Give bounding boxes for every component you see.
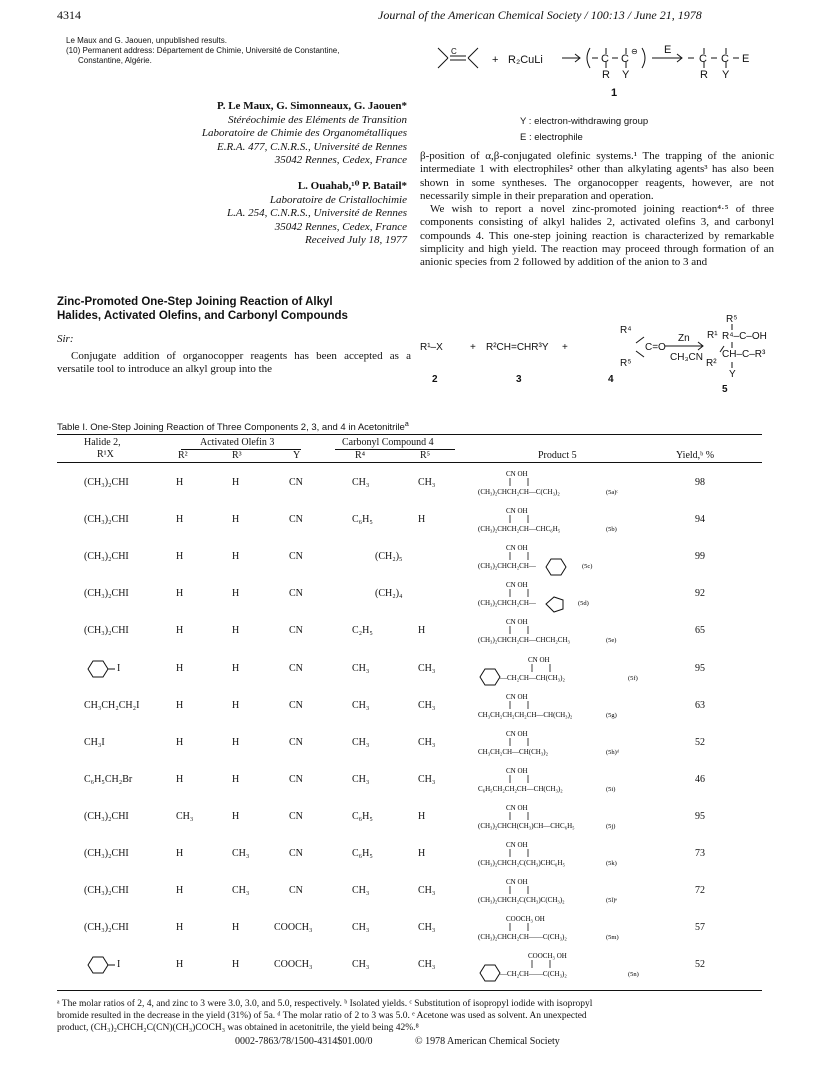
r2-cell: H bbox=[176, 885, 184, 896]
svg-text:+: + bbox=[492, 54, 499, 66]
r4-cell: CH₃ bbox=[352, 922, 370, 933]
affiliation-line: Laboratoire de Chimie des Organométalliques bbox=[201, 127, 407, 139]
carbonyl-group-rule bbox=[335, 449, 455, 450]
product-label: (5e) bbox=[606, 637, 617, 644]
scheme2-product-r5: R⁵ bbox=[726, 314, 738, 325]
scheme1-olefin-c: C bbox=[451, 47, 457, 56]
r4-cell: C₆H₅ bbox=[352, 848, 373, 859]
scheme2-product-r2: R² bbox=[706, 358, 717, 369]
r3-cell: H bbox=[232, 959, 240, 970]
product-substituents: CN OH bbox=[506, 507, 528, 515]
product-formula: (CH₃)₂CHCH₂C(CH₃)CHC₆H₅ bbox=[478, 859, 565, 867]
col-header-r1x: R¹X bbox=[97, 449, 114, 460]
yield-cell: 57 bbox=[695, 922, 705, 933]
r5-cell: CH₃ bbox=[418, 663, 436, 674]
r5-cell: H bbox=[418, 811, 426, 822]
intermediate-c1: C bbox=[601, 53, 609, 65]
label-5: 5 bbox=[722, 384, 728, 395]
r4-cell: CH₃ bbox=[352, 663, 370, 674]
halide-cell: (CH₃)₂CHI bbox=[84, 477, 129, 488]
col-header-r2: R² bbox=[178, 450, 188, 461]
intro-text: Conjugate addition of organocopper reagents has been accepted as a versatile tool to introduce an alkyl group into the bbox=[57, 350, 411, 376]
yield-cell: 65 bbox=[695, 625, 705, 636]
svg-text:+: + bbox=[562, 342, 568, 353]
product-substituents: CN OH bbox=[506, 841, 528, 849]
r2-cell: H bbox=[176, 959, 184, 970]
product-substituents: COOCH₃ OH bbox=[506, 915, 545, 923]
scheme2-solvent: CH₃CN bbox=[670, 352, 703, 363]
halide-cell: I bbox=[117, 959, 121, 970]
col-header-r5: R⁵ bbox=[420, 450, 431, 461]
product-substituents: CN OH bbox=[506, 693, 528, 701]
r3-cell: H bbox=[232, 700, 240, 711]
note-line: ᵃ The molar ratios of 2, 4, and zinc to 3 were 3.0, 3.0, and 5.0, respectively. ᵇ Isolated yields. ᶜ Substitution of isopropyl iodide with isopropyl bbox=[57, 999, 593, 1009]
halide-cell: CH₃I bbox=[84, 737, 105, 748]
author-block-2 bbox=[227, 180, 407, 248]
r2-cell: H bbox=[176, 848, 184, 859]
received-date: Received July 18, 1977 bbox=[304, 234, 407, 246]
yield-cell: 63 bbox=[695, 700, 705, 711]
r2-cell: H bbox=[176, 514, 184, 525]
title-line: Halides, Activated Olefins, and Carbonyl Compounds bbox=[57, 310, 348, 322]
product-label: (5m) bbox=[606, 934, 619, 941]
group-header-olefin: Activated Olefin 3 bbox=[200, 437, 275, 448]
yield-cell: 99 bbox=[695, 551, 705, 562]
footnote-10: (10) Permanent address: Département de Chimie, Université de Constantine, bbox=[66, 46, 340, 55]
table-notes bbox=[57, 998, 762, 1034]
y-cell: CN bbox=[289, 811, 303, 822]
y-cell: COOCH₃ bbox=[274, 959, 313, 970]
r2-cell: H bbox=[176, 477, 184, 488]
affiliation-line: 35042 Rennes, Cedex, France bbox=[274, 220, 407, 233]
product-label: (5d) bbox=[578, 600, 589, 607]
scheme2-r4: R⁴ bbox=[620, 325, 632, 336]
article-code: 0002-7863/78/1500-4314$01.00/0 bbox=[235, 1036, 373, 1047]
product-label: (5i) bbox=[606, 786, 616, 793]
scheme2-r5: R⁵ bbox=[620, 358, 632, 369]
scheme2-product-r1: R¹ bbox=[707, 330, 718, 341]
halide-cell: (CH₃)₂CHI bbox=[84, 551, 129, 562]
label-3: 3 bbox=[516, 374, 522, 385]
yield-cell: 52 bbox=[695, 959, 705, 970]
product-formula: CH₃CH₂CH₂CH₂CH—CH(CH₃)₂ bbox=[478, 711, 573, 719]
author-names: P. Le Maux, G. Simonneaux, G. Jaouen* bbox=[217, 100, 407, 112]
cyclohexyl-ring-icon bbox=[84, 955, 144, 975]
product-formula: —CH₂CH——C(CH₃)₂ bbox=[500, 970, 567, 978]
r3-cell: H bbox=[232, 663, 240, 674]
halide-cell: (CH₃)₂CHI bbox=[84, 922, 129, 933]
r3-cell: H bbox=[232, 477, 240, 488]
scheme2-product-y: Y bbox=[729, 369, 736, 380]
product-structure bbox=[478, 800, 678, 836]
product-substituents: CN OH bbox=[506, 581, 528, 589]
r45-cell: (CH₂)₅ bbox=[375, 551, 403, 562]
group-header-carbonyl: Carbonyl Compound 4 bbox=[342, 437, 434, 448]
y-cell: CN bbox=[289, 848, 303, 859]
r5-cell: CH₃ bbox=[418, 959, 436, 970]
scheme2-zn: Zn bbox=[678, 333, 690, 344]
intermediate-r: R bbox=[602, 69, 610, 81]
product-structure bbox=[478, 503, 678, 539]
y-cell: COOCH₃ bbox=[274, 922, 313, 933]
copyright: © 1978 American Chemical Society bbox=[415, 1036, 560, 1047]
halide-cell: (CH₃)₂CHI bbox=[84, 514, 129, 525]
product-label: (5l)ᵉ bbox=[606, 897, 618, 904]
product-c1: C bbox=[699, 53, 707, 65]
y-cell: CN bbox=[289, 551, 303, 562]
product-structure bbox=[478, 540, 678, 576]
product-structure bbox=[478, 614, 678, 650]
y-cell: CN bbox=[289, 737, 303, 748]
article-title bbox=[57, 295, 417, 323]
r4-cell: C₂H₅ bbox=[352, 625, 373, 636]
affiliation-line: 35042 Rennes, Cedex, France bbox=[274, 154, 407, 166]
product-substituents: COOCH₃ OH bbox=[528, 952, 567, 960]
product-substituents: CN OH bbox=[506, 767, 528, 775]
product-formula: —CH₂CH—CH(CH₃)₂ bbox=[500, 674, 565, 682]
right-column-text bbox=[420, 150, 774, 270]
product-formula: (CH₃)₂CHCH₂CH——C(CH₃)₂ bbox=[478, 933, 567, 941]
y-cell: CN bbox=[289, 663, 303, 674]
y-cell: CN bbox=[289, 774, 303, 785]
product-substituents: CN OH bbox=[506, 730, 528, 738]
table-bottom-rule bbox=[57, 990, 762, 991]
footnote-10-cont: Constantine, Algérie. bbox=[78, 56, 152, 65]
reaction-scheme-2 bbox=[420, 310, 780, 410]
r3-cell: H bbox=[232, 811, 240, 822]
r3-cell: H bbox=[232, 922, 240, 933]
col-header-r3: R³ bbox=[232, 450, 242, 461]
product-r: R bbox=[700, 69, 708, 81]
table-caption-mark: a bbox=[404, 421, 409, 428]
product-label: (5n) bbox=[628, 971, 639, 978]
cyclohexyl-ring-icon bbox=[84, 659, 144, 679]
affiliation-line: Laboratoire de Cristallochimie bbox=[269, 193, 407, 206]
yield-cell: 94 bbox=[695, 514, 705, 525]
affiliation-line: Stéréochimie des Eléments de Transition bbox=[227, 113, 407, 126]
arrow-electrophile: E bbox=[664, 44, 672, 56]
yield-cell: 73 bbox=[695, 848, 705, 859]
halide-cell: (CH₃)₂CHI bbox=[84, 811, 129, 822]
product-formula: (CH₃)₂CHCH₂CH— bbox=[478, 562, 536, 570]
product-e: E bbox=[742, 53, 750, 65]
product-formula: (CH₃)₂CHCH₂C(CH₃)C(CH₃)₂ bbox=[478, 896, 565, 904]
halide-cell: C₆H₅CH₂Br bbox=[84, 774, 133, 785]
yield-cell: 72 bbox=[695, 885, 705, 896]
r4-cell: C₆H₅ bbox=[352, 811, 373, 822]
product-c2: C bbox=[721, 53, 729, 65]
product-substituents: CN OH bbox=[506, 618, 528, 626]
product-substituents: CN OH bbox=[506, 804, 528, 812]
r4-cell: CH₃ bbox=[352, 737, 370, 748]
product-formula: CH₃CH₂CH—CH(CH₃)₂ bbox=[478, 748, 549, 756]
compound-1-label: 1 bbox=[611, 87, 618, 99]
title-line: Zinc-Promoted One-Step Joining Reaction of Alkyl bbox=[57, 296, 333, 308]
r45-cell: (CH₂)₄ bbox=[375, 588, 403, 599]
svg-text:⊖: ⊖ bbox=[631, 47, 638, 56]
r2-cell: H bbox=[176, 625, 184, 636]
yield-cell: 95 bbox=[695, 811, 705, 822]
col-header-product: Product 5 bbox=[538, 450, 577, 461]
author-block-1 bbox=[202, 100, 407, 168]
product-label: (5f) bbox=[628, 675, 638, 682]
r5-cell: H bbox=[418, 625, 426, 636]
product-structure bbox=[478, 763, 678, 799]
intermediate-c2: C bbox=[621, 53, 629, 65]
r3-cell: H bbox=[232, 774, 240, 785]
r3-cell: H bbox=[232, 737, 240, 748]
table-caption-text: Table I. One-Step Joining Reaction of Three Components 2, 3, and 4 in Acetonitrile bbox=[57, 422, 405, 434]
table-caption bbox=[57, 421, 409, 433]
product-substituents: CN OH bbox=[506, 544, 528, 552]
y-cell: CN bbox=[289, 514, 303, 525]
footnote-9: Le Maux and G. Jaouen, unpublished results. bbox=[66, 36, 227, 45]
r5-cell: H bbox=[418, 514, 426, 525]
halide-cell: (CH₃)₂CHI bbox=[84, 588, 129, 599]
footnotes bbox=[66, 36, 411, 66]
product-substituents: CN OH bbox=[506, 878, 528, 886]
page-number: 4314 bbox=[57, 8, 81, 22]
product-structure bbox=[478, 577, 678, 613]
col-header-y: Y bbox=[293, 450, 301, 461]
r3-cell: H bbox=[232, 514, 240, 525]
r3-cell: H bbox=[232, 551, 240, 562]
r3-cell: H bbox=[232, 625, 240, 636]
product-label: (5a)ᶜ bbox=[606, 489, 619, 496]
header-bottom-rule bbox=[57, 462, 762, 463]
cuprate-reagent: R₂CuLi bbox=[508, 54, 543, 66]
yield-cell: 52 bbox=[695, 737, 705, 748]
r4-cell: CH₃ bbox=[352, 700, 370, 711]
y-cell: CN bbox=[289, 477, 303, 488]
r4-cell: CH₃ bbox=[352, 885, 370, 896]
r4-cell: C₆H₅ bbox=[352, 514, 373, 525]
scheme2-product-top: R⁴–C–OH bbox=[722, 331, 767, 342]
product-structure bbox=[478, 874, 678, 910]
product-structure bbox=[478, 726, 678, 762]
r4-cell: CH₃ bbox=[352, 959, 370, 970]
r2-cell: H bbox=[176, 700, 184, 711]
intro-paragraph bbox=[57, 350, 411, 377]
scheme2-carbonyl: C=O bbox=[645, 342, 666, 353]
r2-cell: H bbox=[176, 737, 184, 748]
halide-cell: (CH₃)₂CHI bbox=[84, 625, 129, 636]
product-formula: C₆H₅CH₂CH₂CH—CH(CH₃)₂ bbox=[478, 785, 563, 793]
product-y: Y bbox=[722, 69, 730, 81]
affiliation-line: L.A. 254, C.N.R.S., Université de Rennes bbox=[227, 207, 407, 219]
r2-cell: CH₃ bbox=[176, 811, 194, 822]
r5-cell: CH₃ bbox=[418, 922, 436, 933]
product-structure bbox=[478, 689, 678, 725]
reaction-scheme-1 bbox=[420, 34, 780, 169]
r2-cell: H bbox=[176, 588, 184, 599]
product-formula: (CH₃)₂CHCH(CH₃)CH—CHC₆H₅ bbox=[478, 822, 575, 830]
col-header-r4: R⁴ bbox=[355, 450, 366, 461]
scheme2-product-mid: CH–C–R³ bbox=[722, 349, 766, 360]
label-2: 2 bbox=[432, 374, 438, 385]
r4-cell: CH₃ bbox=[352, 477, 370, 488]
salutation: Sir: bbox=[57, 333, 74, 345]
r2-cell: H bbox=[176, 663, 184, 674]
label-4: 4 bbox=[608, 374, 614, 385]
scheme2-olefin: R²CH=CHR³Y bbox=[486, 342, 549, 353]
y-cell: CN bbox=[289, 625, 303, 636]
group-header-halide: Halide 2, bbox=[84, 437, 121, 448]
r5-cell: CH₃ bbox=[418, 737, 436, 748]
yield-cell: 92 bbox=[695, 588, 705, 599]
y-cell: CN bbox=[289, 588, 303, 599]
paragraph: β-position of α,β-conjugated olefinic systems.¹ The trapping of the anionic intermediate 1 with electrophiles² other than alkylating agents³ has also been shown in some syntheses. The organocopper reagents, however, are not necessarily simple in their preparation and operation. bbox=[420, 150, 774, 202]
r5-cell: CH₃ bbox=[418, 477, 436, 488]
note-line: product, (CH₃)₂CHCH₂C(CN)(CH₃)COCH₃ was obtained in acetonitrile, the yield being 42%.⁸ bbox=[57, 1023, 419, 1033]
r3-cell: CH₃ bbox=[232, 848, 250, 859]
yield-cell: 98 bbox=[695, 477, 705, 488]
product-structure bbox=[478, 652, 678, 688]
intermediate-y: Y bbox=[622, 69, 630, 81]
y-cell: CN bbox=[289, 885, 303, 896]
yield-cell: 46 bbox=[695, 774, 705, 785]
paragraph: We wish to report a novel zinc-promoted joining reaction⁴·⁵ of three components consisting of alkyl halides 2, activated olefins 3, and carbonyl compounds 4. This one-step joining reaction is characterized by remarkable simplicity and high yield. The reaction may proceed through formation of an anionic species from 2 followed by addition of the anion to 3 and bbox=[420, 203, 774, 269]
product-label: (5k) bbox=[606, 860, 617, 867]
halide-cell: CH₃CH₂CH₂I bbox=[84, 700, 140, 711]
author-names: L. Ouahab,¹⁰ P. Batail* bbox=[297, 180, 407, 192]
product-formula: (CH₃)₂CHCH₂CH—C(CH₃)₂ bbox=[478, 488, 560, 496]
r2-cell: H bbox=[176, 551, 184, 562]
r5-cell: CH₃ bbox=[418, 774, 436, 785]
r2-cell: H bbox=[176, 774, 184, 785]
table-top-rule bbox=[57, 434, 762, 435]
product-label: (5b) bbox=[606, 526, 617, 533]
r5-cell: CH₃ bbox=[418, 700, 436, 711]
svg-text:+: + bbox=[470, 342, 476, 353]
product-label: (5h)ᵈ bbox=[606, 749, 619, 756]
halide-cell: I bbox=[117, 663, 121, 674]
y-cell: CN bbox=[289, 700, 303, 711]
product-substituents: CN OH bbox=[528, 656, 550, 664]
r4-cell: CH₃ bbox=[352, 774, 370, 785]
r2-cell: H bbox=[176, 922, 184, 933]
product-label: (5c) bbox=[582, 563, 593, 570]
product-formula: (CH₃)₂CHCH₂CH— bbox=[478, 599, 536, 607]
product-structure bbox=[478, 466, 678, 502]
journal-header: Journal of the American Chemical Society / 100:13 / June 21, 1978 bbox=[378, 8, 702, 22]
product-formula: (CH₃)₂CHCH₂CH—CHC₆H₅ bbox=[478, 525, 561, 533]
product-label: (5j) bbox=[606, 823, 616, 830]
product-structure bbox=[478, 911, 678, 947]
product-substituents: CN OH bbox=[506, 470, 528, 478]
halide-cell: (CH₃)₂CHI bbox=[84, 885, 129, 896]
r5-cell: H bbox=[418, 848, 426, 859]
legend-e: E : electrophile bbox=[520, 132, 583, 143]
yield-cell: 95 bbox=[695, 663, 705, 674]
note-line: bromide resulted in the decrease in the yield (31%) of 5a. ᵈ The molar ratio of 2 to 3 was 5.0. ᵉ Acetone was used as solvent. An unexpected bbox=[57, 1011, 587, 1021]
r3-cell: H bbox=[232, 588, 240, 599]
r5-cell: CH₃ bbox=[418, 885, 436, 896]
product-label: (5g) bbox=[606, 712, 617, 719]
col-header-yield: Yield,ᵇ % bbox=[676, 450, 715, 461]
product-structure bbox=[478, 837, 678, 873]
product-formula: (CH₃)₂CHCH₂CH—CHCH₂CH₃ bbox=[478, 636, 570, 644]
product-structure bbox=[478, 948, 678, 984]
scheme2-halide: R¹–X bbox=[420, 342, 443, 353]
r3-cell: CH₃ bbox=[232, 885, 250, 896]
legend-y: Y : electron-withdrawing group bbox=[520, 116, 649, 127]
halide-cell: (CH₃)₂CHI bbox=[84, 848, 129, 859]
affiliation-line: E.R.A. 477, C.N.R.S., Université de Rennes bbox=[216, 140, 407, 153]
